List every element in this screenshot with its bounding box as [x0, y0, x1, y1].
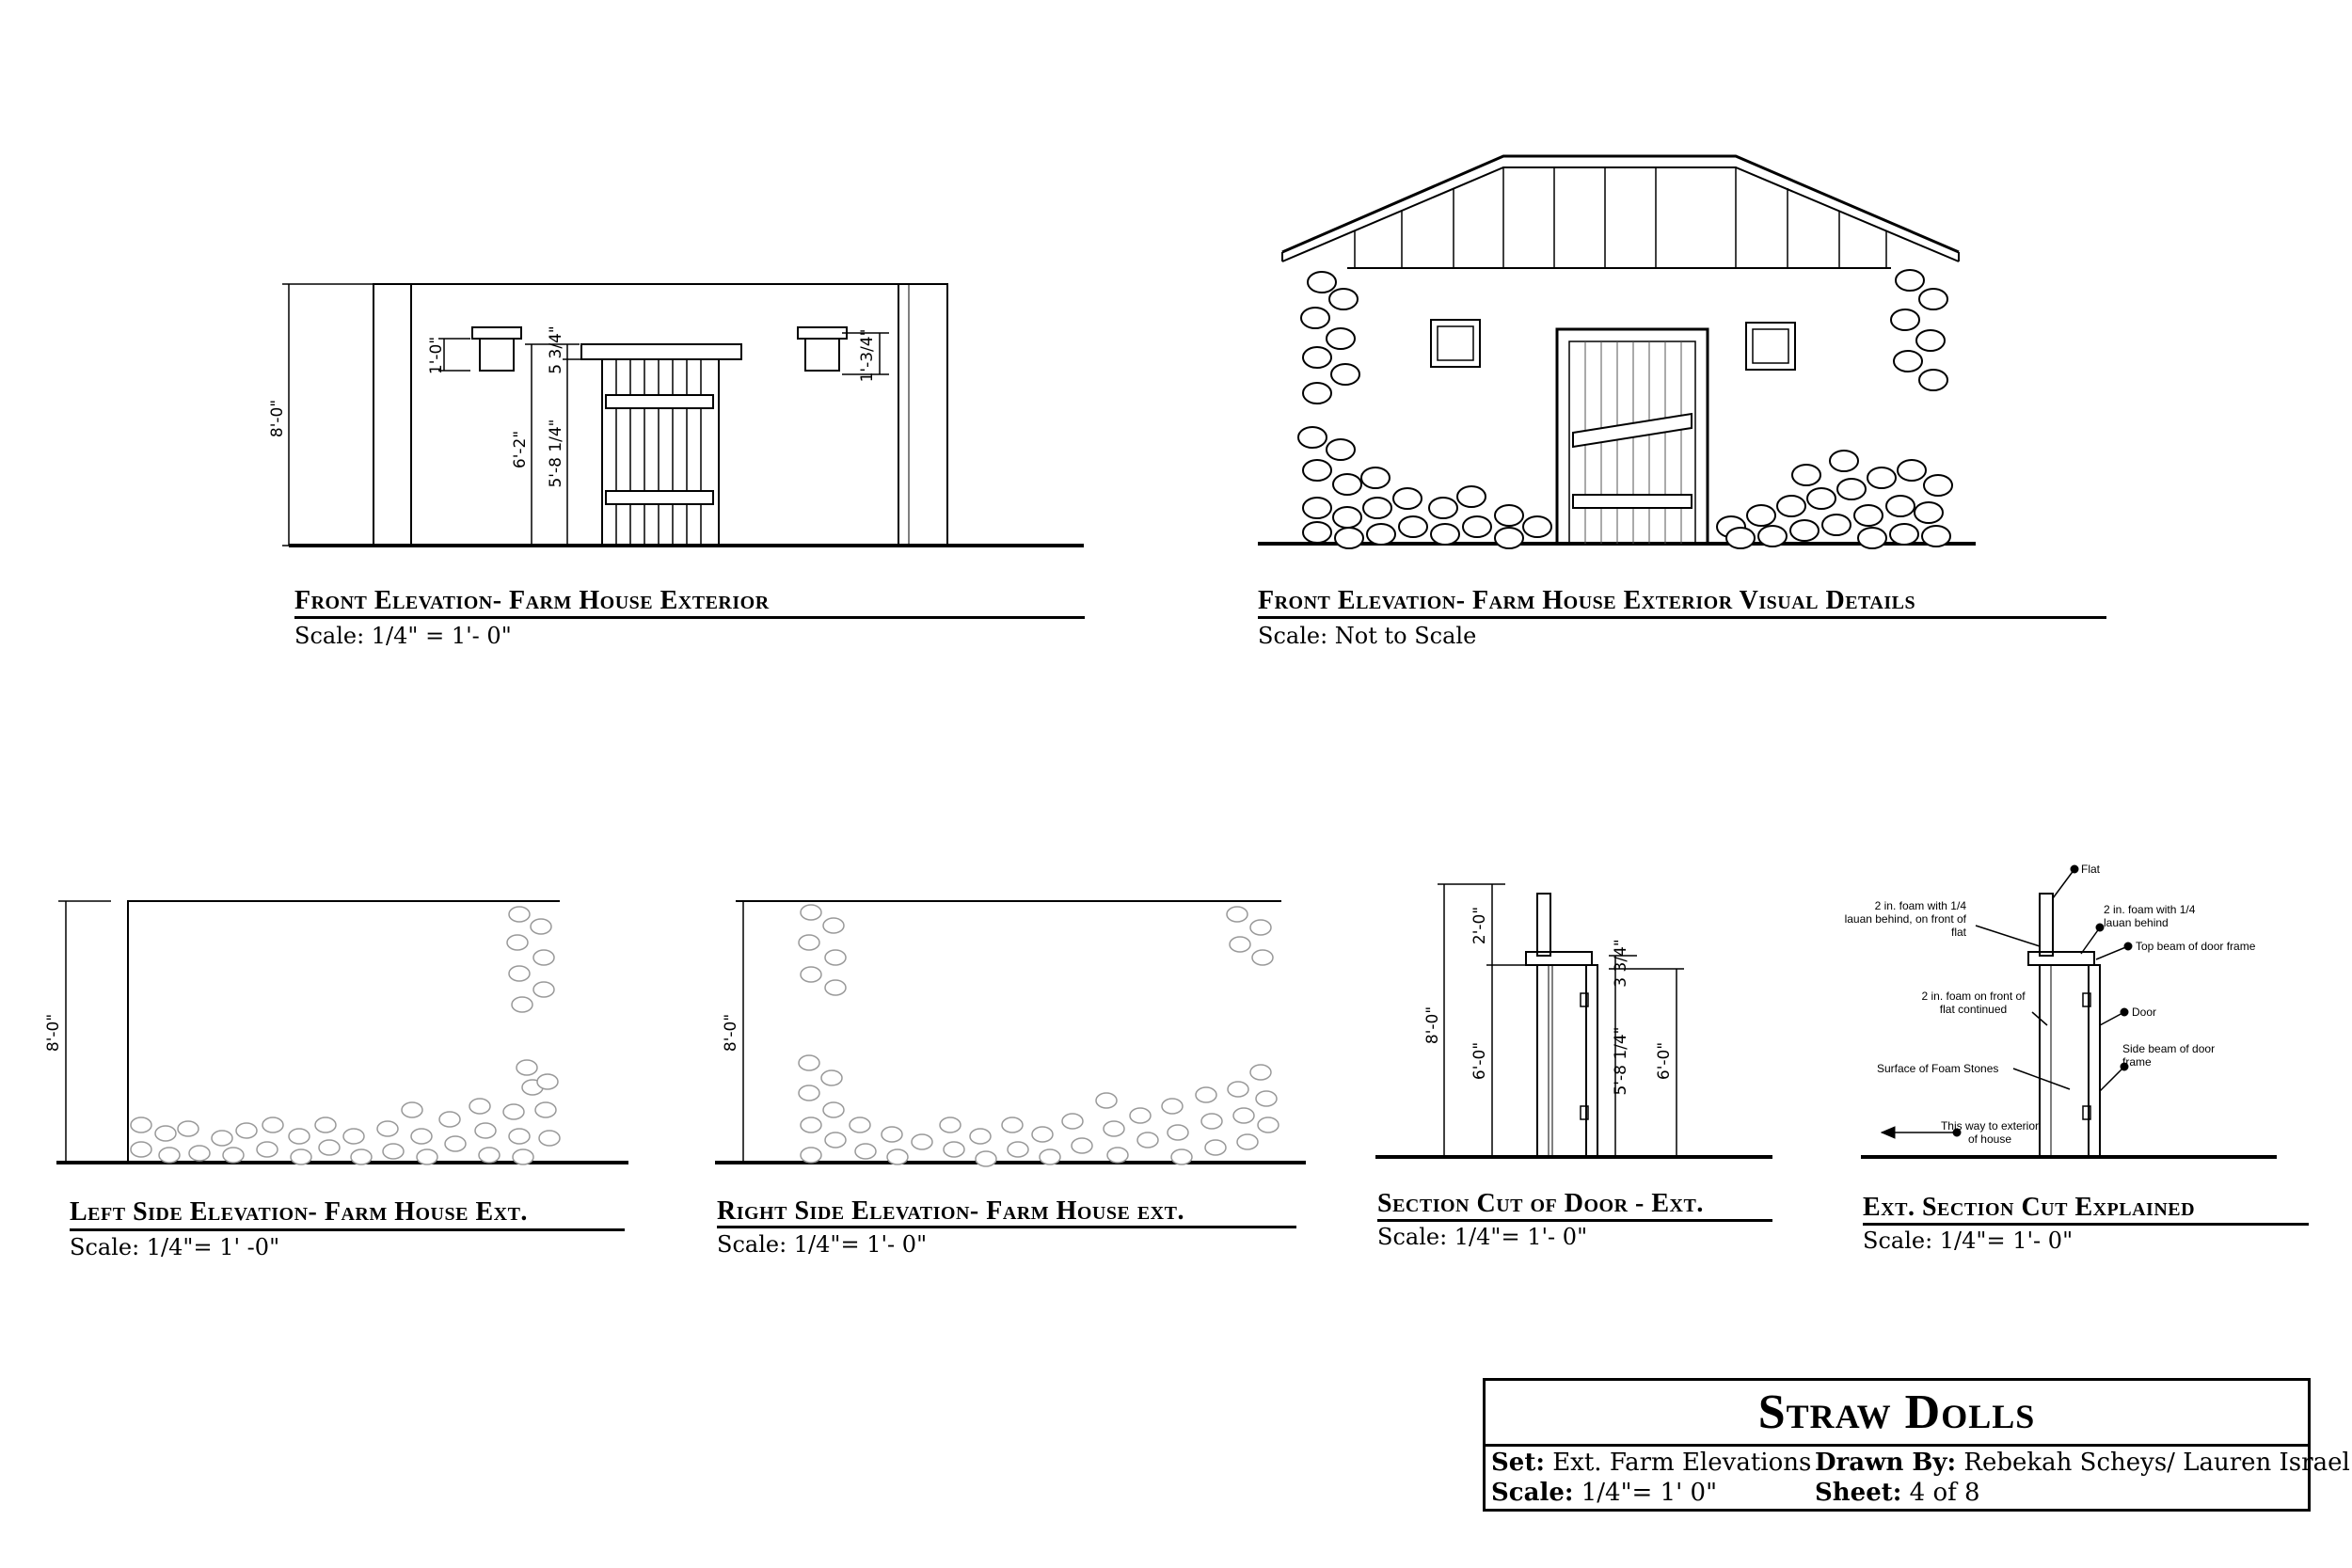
scale-front-visual: Scale: Not to Scale — [1258, 623, 1477, 649]
dim-section-top: 2'-0" — [1470, 906, 1489, 945]
sheet-row — [1815, 1479, 1980, 1507]
underline-section-cut — [1377, 1219, 1772, 1222]
set-value: Ext. Farm Elevations — [1552, 1449, 1812, 1477]
left-side-stones — [131, 907, 560, 1164]
section-callouts — [1844, 863, 2256, 1151]
set-label: Set: — [1491, 1449, 1545, 1477]
right-side-stones — [799, 905, 1279, 1166]
dim-section-door: 6'-0" — [1470, 1041, 1489, 1081]
sheet-value: 4 of 8 — [1909, 1479, 1980, 1507]
callout-foam-front: 2 in. foam with 1/4 lauan behind, on front of flat — [1844, 899, 1966, 937]
callout-side-beam: Side beam of door frame — [2122, 1042, 2216, 1069]
scale-left-side: Scale: 1/4"= 1' -0" — [70, 1234, 280, 1260]
drawn-by-row — [1815, 1449, 2350, 1477]
dim-section-frame: 6'-0" — [1655, 1041, 1674, 1081]
underline-front-elevation — [294, 616, 1085, 619]
callout-foam: 2 in. foam with 1/4 lauan behind — [2104, 903, 2196, 929]
project-title: Straw Dolls — [1486, 1381, 2308, 1447]
scale-row — [1491, 1479, 1717, 1507]
dim-section-gap: 3 3/4" — [1612, 939, 1630, 988]
drawn-by-value: Rebekah Scheys/ Lauren Israel — [1963, 1449, 2350, 1477]
scale-value: 1/4"= 1' 0" — [1581, 1479, 1718, 1507]
scale-label: Scale: — [1491, 1479, 1574, 1507]
dim-section-height: 8'-0" — [1423, 1006, 1442, 1045]
title-front-elevation: Front Elevation- Farm House Exterior — [294, 586, 770, 615]
underline-front-visual — [1258, 616, 2106, 619]
underline-left-side — [70, 1228, 625, 1231]
title-block — [1483, 1378, 2350, 1512]
underline-right-side — [717, 1226, 1296, 1228]
callout-foam-stones: Surface of Foam Stones — [1877, 1062, 1999, 1075]
title-section-cut: Section Cut of Door - Ext. — [1377, 1189, 1704, 1218]
dim-front-window: 1'-0" — [427, 336, 446, 375]
scale-front-elevation: Scale: 1/4" = 1'- 0" — [294, 623, 512, 649]
dim-left-height: 8'-0" — [44, 1013, 63, 1053]
dim-section-door-leaf: 5'-8 1/4" — [1612, 1026, 1630, 1096]
callout-foam-continued: 2 in. foam on front of flat continued — [1921, 990, 2026, 1016]
underline-section-explained — [1863, 1223, 2309, 1226]
callout-flat: Flat — [2081, 863, 2101, 876]
callout-top-beam: Top beam of door frame — [2136, 940, 2256, 953]
scale-section-explained: Scale: 1/4"= 1'- 0" — [1863, 1227, 2074, 1254]
dim-front-header: 6'-2" — [511, 430, 530, 469]
dim-front-header-gap: 5 3/4" — [547, 325, 565, 374]
dim-front-height: 8'-0" — [268, 399, 287, 438]
dim-front-door: 5'-8 1/4" — [547, 419, 565, 488]
front-elevation-drawing — [282, 284, 1084, 546]
dim-right-height: 8'-0" — [722, 1013, 740, 1053]
title-left-side: Left Side Elevation- Farm House Ext. — [70, 1197, 528, 1227]
scale-section-cut: Scale: 1/4"= 1'- 0" — [1377, 1224, 1588, 1250]
title-front-visual: Front Elevation- Farm House Exterior Visual Details — [1258, 586, 1916, 615]
set-row — [1491, 1449, 1811, 1477]
title-right-side: Right Side Elevation- Farm House ext. — [717, 1196, 1184, 1226]
title-section-explained: Ext. Section Cut Explained — [1863, 1193, 2196, 1222]
scale-right-side: Scale: 1/4"= 1'- 0" — [717, 1231, 928, 1258]
callout-door: Door — [2132, 1006, 2157, 1019]
front-elevation-dimensions — [268, 325, 877, 487]
sheet-label: Sheet: — [1815, 1479, 1902, 1507]
drawn-by-label: Drawn By: — [1815, 1449, 1957, 1477]
dim-front-window-right: 1'-3/4" — [858, 328, 877, 383]
callout-exterior: This way to exterior of house — [1940, 1119, 2040, 1146]
